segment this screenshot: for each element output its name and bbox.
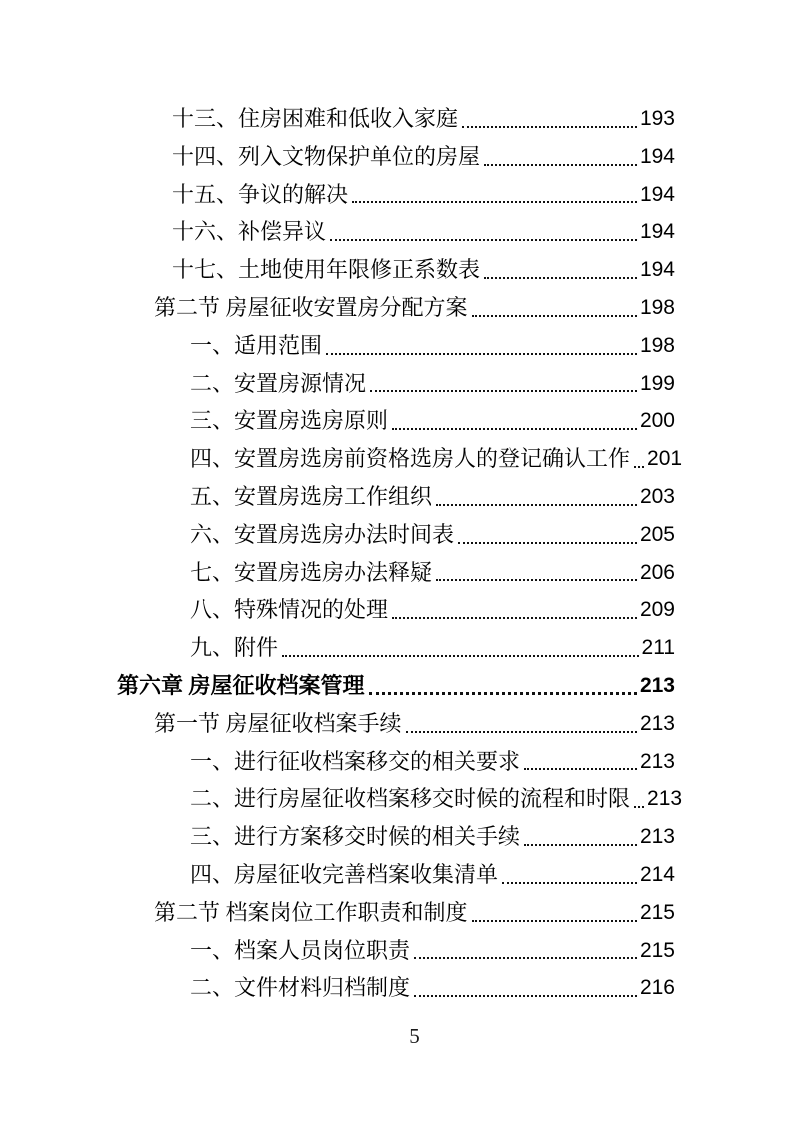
toc-entry-title: 第二节 房屋征收安置房分配方案: [154, 294, 468, 320]
dot-leader: [462, 126, 637, 128]
toc-entry-page: 211: [641, 636, 675, 660]
dot-leader: [414, 995, 637, 997]
toc-entry: [117, 100, 675, 138]
toc-entry-title: 一、档案人员岗位职责: [190, 937, 411, 963]
toc-entry-page: 213: [639, 673, 675, 697]
toc-entry: [117, 856, 675, 894]
toc-entry: [117, 894, 675, 932]
dot-leader: [370, 390, 637, 392]
toc-entry-page: 205: [639, 522, 675, 546]
toc-entry-title: 二、文件材料归档制度: [190, 975, 411, 1001]
toc-entry-title: 第六章 房屋征收档案管理: [117, 672, 365, 698]
dot-leader: [326, 353, 637, 355]
toc-entry-title: 十三、住房困难和低收入家庭: [172, 106, 459, 131]
toc-entry-page: 194: [639, 144, 675, 168]
dot-leader: [282, 655, 639, 657]
toc-entry-page: 206: [639, 560, 675, 584]
toc-entry-title: 六、安置房选房办法时间表: [190, 521, 455, 547]
toc-entry-title: 八、特殊情况的处理: [190, 597, 389, 623]
dot-leader: [484, 277, 637, 279]
toc-entry-page: 200: [639, 409, 675, 433]
toc-entry-title: 十四、列入文物保护单位的房屋: [172, 143, 481, 169]
dot-leader: [634, 806, 644, 808]
dot-leader: [472, 920, 637, 922]
toc-entry-page: 194: [639, 258, 675, 282]
toc-entry: [117, 138, 675, 176]
toc-entry-page: 199: [639, 371, 675, 395]
dot-leader: [436, 579, 637, 581]
dot-leader: [484, 164, 637, 166]
toc-entry-title: 一、适用范围: [190, 332, 323, 358]
toc-entry: [117, 667, 675, 705]
dot-leader: [436, 504, 637, 506]
toc-entry-page: 215: [639, 900, 675, 924]
toc-entry-page: 209: [639, 598, 675, 622]
toc-entry: [117, 969, 675, 1007]
toc-entry-page: 214: [639, 862, 675, 886]
dot-leader: [524, 844, 637, 846]
toc-entry: [117, 705, 675, 743]
toc-entry: [117, 591, 675, 629]
toc-entry-title: 十五、争议的解决: [172, 181, 349, 207]
toc-entry-page: 203: [639, 484, 675, 508]
dot-leader: [634, 466, 644, 468]
dot-leader: [472, 315, 637, 317]
dot-leader: [392, 428, 637, 430]
toc-entry-title: 十六、补偿异议: [172, 219, 327, 245]
toc-entry: [117, 554, 675, 592]
toc-entry: [117, 176, 675, 214]
toc-entry: [117, 365, 675, 403]
toc-entry-title: 五、安置房选房工作组织: [190, 483, 433, 509]
toc-entry-page: 215: [639, 938, 675, 962]
toc-entry-page: 213: [639, 749, 675, 773]
toc-entry-page: 213: [639, 825, 675, 849]
toc-entry: [117, 478, 675, 516]
toc-entry-title: 二、安置房源情况: [190, 370, 367, 396]
toc-entry-page: 198: [639, 333, 675, 357]
toc-entry-page: 194: [639, 220, 675, 244]
toc-entry: [117, 289, 675, 327]
dot-leader: [414, 957, 637, 959]
toc-entry: [117, 743, 675, 781]
toc-entry-page: 216: [639, 976, 675, 1000]
dot-leader: [392, 617, 637, 619]
toc-entry: [117, 402, 675, 440]
toc-entry-page: 201: [647, 447, 683, 471]
toc-entry-page: 213: [639, 711, 675, 735]
dot-leader: [524, 768, 637, 770]
dot-leader: [352, 201, 637, 203]
dot-leader: [369, 692, 637, 695]
toc-entry-title: 四、安置房选房前资格选房人的登记确认工作: [190, 446, 631, 472]
toc-entry: [117, 818, 675, 856]
toc-entry: [117, 327, 675, 365]
toc-entry: [117, 932, 675, 970]
toc-entry-title: 第二节 档案岗位工作职责和制度: [154, 899, 468, 925]
toc-entry-title: 九、附件: [190, 635, 279, 661]
toc-entry-title: 一、进行征收档案移交的相关要求: [190, 748, 521, 774]
toc-entry-title: 第一节 房屋征收档案手续: [154, 710, 402, 736]
toc-entry: [117, 251, 675, 289]
dot-leader: [406, 731, 637, 733]
toc-entry: [117, 440, 683, 478]
toc-entry: [117, 516, 675, 554]
toc-entry-page: 194: [639, 182, 675, 206]
toc-entry-page: 213: [647, 787, 683, 811]
toc-entry-page: 198: [639, 295, 675, 319]
page-number: 5: [409, 1024, 420, 1048]
page-footer: [0, 1024, 793, 1049]
toc-entry: [117, 213, 675, 251]
toc-entry-title: 十七、土地使用年限修正系数表: [172, 257, 481, 283]
table-of-contents: [117, 100, 683, 1007]
toc-entry: [117, 780, 683, 818]
toc-entry-title: 四、房屋征收完善档案收集清单: [190, 861, 499, 887]
toc-entry-page: 193: [639, 107, 675, 130]
dot-leader: [330, 239, 637, 241]
toc-entry-title: 七、安置房选房办法释疑: [190, 559, 433, 585]
dot-leader: [458, 542, 637, 544]
dot-leader: [502, 882, 637, 884]
toc-entry-title: 三、安置房选房原则: [190, 408, 389, 434]
toc-entry-title: 二、进行房屋征收档案移交时候的流程和时限: [190, 786, 631, 812]
toc-entry-title: 三、进行方案移交时候的相关手续: [190, 824, 521, 850]
toc-entry: [117, 629, 675, 667]
